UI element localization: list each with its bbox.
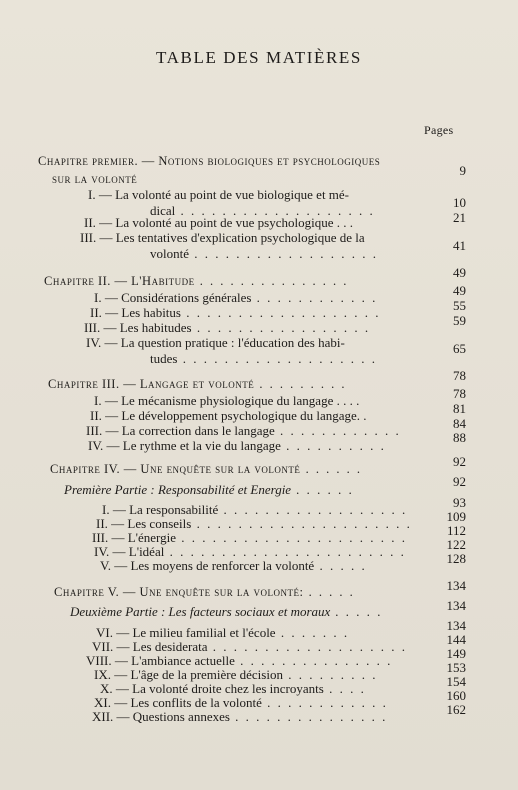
toc-entry-page: 134 — [446, 618, 466, 633]
chapter-2-heading: Chapitre II. — L'Habitude . . . . . . . . . . . . . . . — [44, 274, 349, 288]
chapter-1-heading-cont: sur la volonté — [52, 172, 138, 186]
toc-entry-cont: dical . . . . . . . . . . . . . . . . . . . — [150, 203, 375, 218]
toc-entry: II. — Le développement psychologique du langage. . — [90, 408, 367, 423]
toc-entry: II. — Les conseils . . . . . . . . . . . . . . . . . . . . . — [96, 516, 412, 531]
toc-entry: III. — L'énergie . . . . . . . . . . . . . . . . . . . . . . — [92, 530, 408, 545]
toc-entry: VIII. — L'ambiance actuelle . . . . . . . . . . . . . . . — [86, 653, 393, 668]
toc-entry: I. — Le mécanisme physiologique du langage . . . . — [94, 393, 360, 408]
toc-entry: XII. — Questions annexes . . . . . . . . . . . . . . . — [92, 709, 388, 724]
chapter-4-page: 92 — [453, 454, 466, 469]
toc-entry-page: 122 — [446, 537, 466, 552]
toc-entry-page: 65 — [453, 341, 466, 356]
toc-entry-page: 10 — [453, 195, 466, 210]
toc-entry-page: 55 — [453, 298, 466, 313]
toc-entry: X. — La volonté droite chez les incroyants . . . . — [100, 681, 366, 696]
chapter-2-page: 49 — [453, 265, 466, 280]
toc-entry: IV. — L'idéal . . . . . . . . . . . . . . . . . . . . . . . — [94, 544, 406, 559]
toc-entry: V. — Les moyens de renforcer la volonté . . . . . — [100, 558, 367, 573]
toc-entry-page: 149 — [446, 646, 466, 661]
toc-entry-cont: volonté . . . . . . . . . . . . . . . . . . — [150, 246, 378, 261]
toc-entry: I. — Considérations générales . . . . . . . . . . . . — [94, 290, 378, 305]
toc-entry-page: 59 — [453, 313, 466, 328]
toc-entry-page: 128 — [446, 551, 466, 566]
toc-entry: III. — Les tentatives d'explication psychologique de la — [80, 230, 365, 245]
toc-entry: IV. — La question pratique : l'éducation des habi- — [86, 335, 345, 350]
toc-entry-page: 153 — [446, 660, 466, 675]
toc-entry: II. — Les habitus . . . . . . . . . . . . . . . . . . . — [90, 305, 381, 320]
chapter-3-page: 78 — [453, 368, 466, 383]
toc-entry-page: 21 — [453, 210, 466, 225]
toc-entry-page: 78 — [453, 386, 466, 401]
toc-entry-page: 49 — [453, 283, 466, 298]
toc-entry-page: 109 — [446, 509, 466, 524]
toc-entry-page: 112 — [446, 523, 466, 538]
chapter-1-heading: Chapitre premier. — Notions biologiques et psychologiques — [38, 154, 381, 168]
toc-entry-page: 84 — [453, 416, 466, 431]
chapter-4-heading: Chapitre IV. — Une enquête sur la volonté . . . . . . — [50, 462, 362, 476]
toc-entry: III. — La correction dans le langage . . . . . . . . . . . . — [86, 423, 401, 438]
toc-entry-page: 93 — [453, 495, 466, 510]
chapter-5-heading: Chapitre V. — Une enquête sur la volonté: . . . . . — [54, 585, 355, 599]
toc-entry: VII. — Les desiderata . . . . . . . . . . . . . . . . . . . — [92, 639, 408, 654]
toc-entry-page: 160 — [446, 688, 466, 703]
toc-entry-cont: tudes . . . . . . . . . . . . . . . . . . . — [150, 351, 377, 366]
part-1-heading: Première Partie : Responsabilité et Energie . . . . . . — [64, 482, 355, 497]
chapter-1-page: 9 — [459, 163, 466, 178]
toc-entry: I. — La responsabilité . . . . . . . . . . . . . . . . . . — [102, 502, 408, 517]
toc-entry: I. — La volonté au point de vue biologique et mé- — [88, 187, 350, 202]
toc-entry: IX. — L'âge de la première décision . . . . . . . . . — [94, 667, 378, 682]
toc-entry-page: 154 — [446, 674, 466, 689]
chapter-5-page: 134 — [446, 578, 466, 593]
part-2-heading: Deuxième Partie : Les facteurs sociaux et moraux . . . . . — [70, 604, 383, 619]
toc-entry-page: 88 — [453, 430, 466, 445]
toc-entry: IV. — Le rythme et la vie du langage . . . . . . . . . . — [88, 438, 386, 453]
chapter-3-heading: Chapitre III. — Langage et volonté . . . . . . . . . — [48, 377, 347, 391]
page-title: TABLE DES MATIÈRES — [156, 48, 362, 67]
pages-column-header: Pages — [424, 123, 454, 137]
part-2-page: 134 — [446, 598, 466, 613]
toc-entry: XI. — Les conflits de la volonté . . . . . . . . . . . . — [94, 695, 388, 710]
toc-entry-page: 162 — [446, 702, 466, 717]
toc-entry: III. — Les habitudes . . . . . . . . . . . . . . . . . — [84, 320, 371, 335]
toc-entry-page: 41 — [453, 238, 466, 253]
toc-entry-page: 81 — [453, 401, 466, 416]
toc-entry: II. — La volonté au point de vue psychologique . . . — [84, 215, 353, 230]
toc-entry-page: 144 — [446, 632, 466, 647]
toc-entry: VI. — Le milieu familial et l'école . . . . . . . — [96, 625, 350, 640]
part-1-page: 92 — [453, 474, 466, 489]
